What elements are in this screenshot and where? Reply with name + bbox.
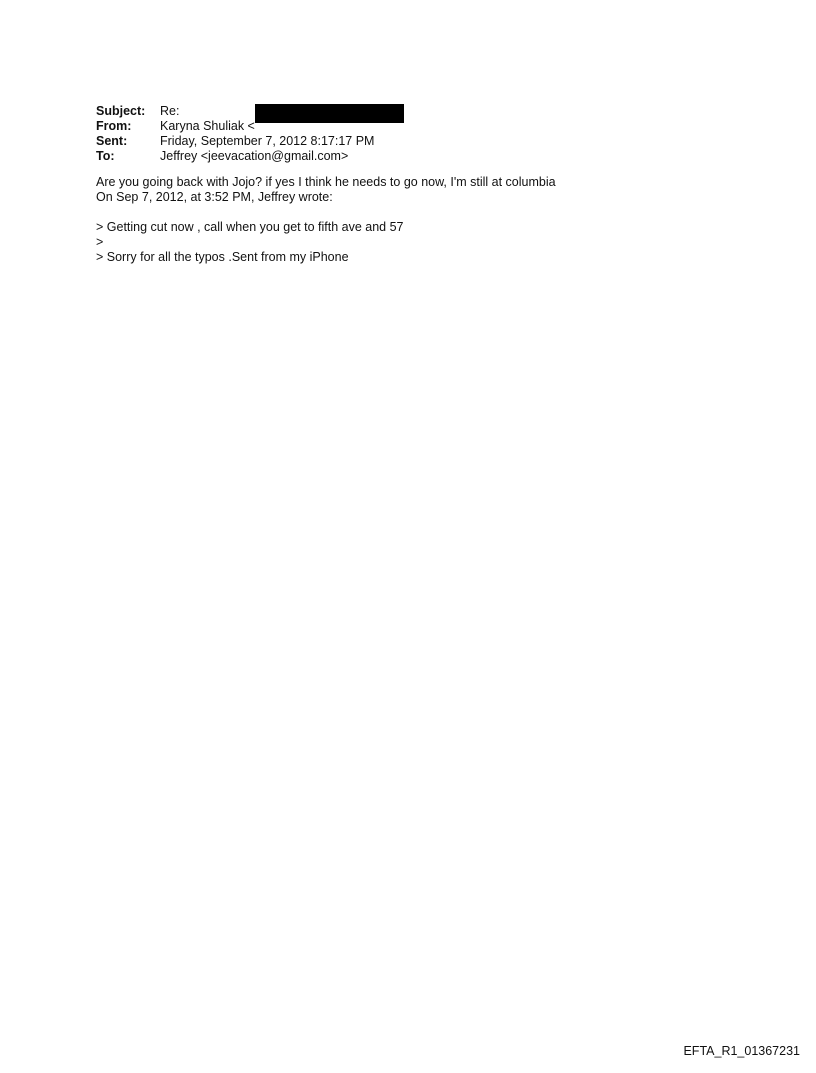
sent-label: Sent: <box>96 134 128 148</box>
quoted-line: > Getting cut now , call when you get to fifth ave and 57 <box>96 220 404 234</box>
to-label: To: <box>96 149 115 163</box>
subject-label: Subject: <box>96 104 146 118</box>
sent-value: Friday, September 7, 2012 8:17:17 PM <box>160 134 375 148</box>
to-value: Jeffrey <jeevacation@gmail.com> <box>160 149 349 163</box>
body-line: Are you going back with Jojo? if yes I think he needs to go now, I'm still at columbia <box>96 175 556 189</box>
sent-row <box>96 134 374 149</box>
quoted-message <box>96 220 403 265</box>
document-id: EFTA_R1_01367231 <box>683 1044 800 1058</box>
email-body <box>96 175 556 205</box>
body-line: On Sep 7, 2012, at 3:52 PM, Jeffrey wrote: <box>96 190 333 204</box>
redaction-block <box>255 104 404 123</box>
from-value: Karyna Shuliak < <box>160 119 255 133</box>
to-row <box>96 149 374 164</box>
quoted-line: > <box>96 235 104 249</box>
subject-value: Re: <box>160 104 180 118</box>
from-label: From: <box>96 119 132 133</box>
quoted-line: > Sorry for all the typos .Sent from my iPhone <box>96 250 349 264</box>
